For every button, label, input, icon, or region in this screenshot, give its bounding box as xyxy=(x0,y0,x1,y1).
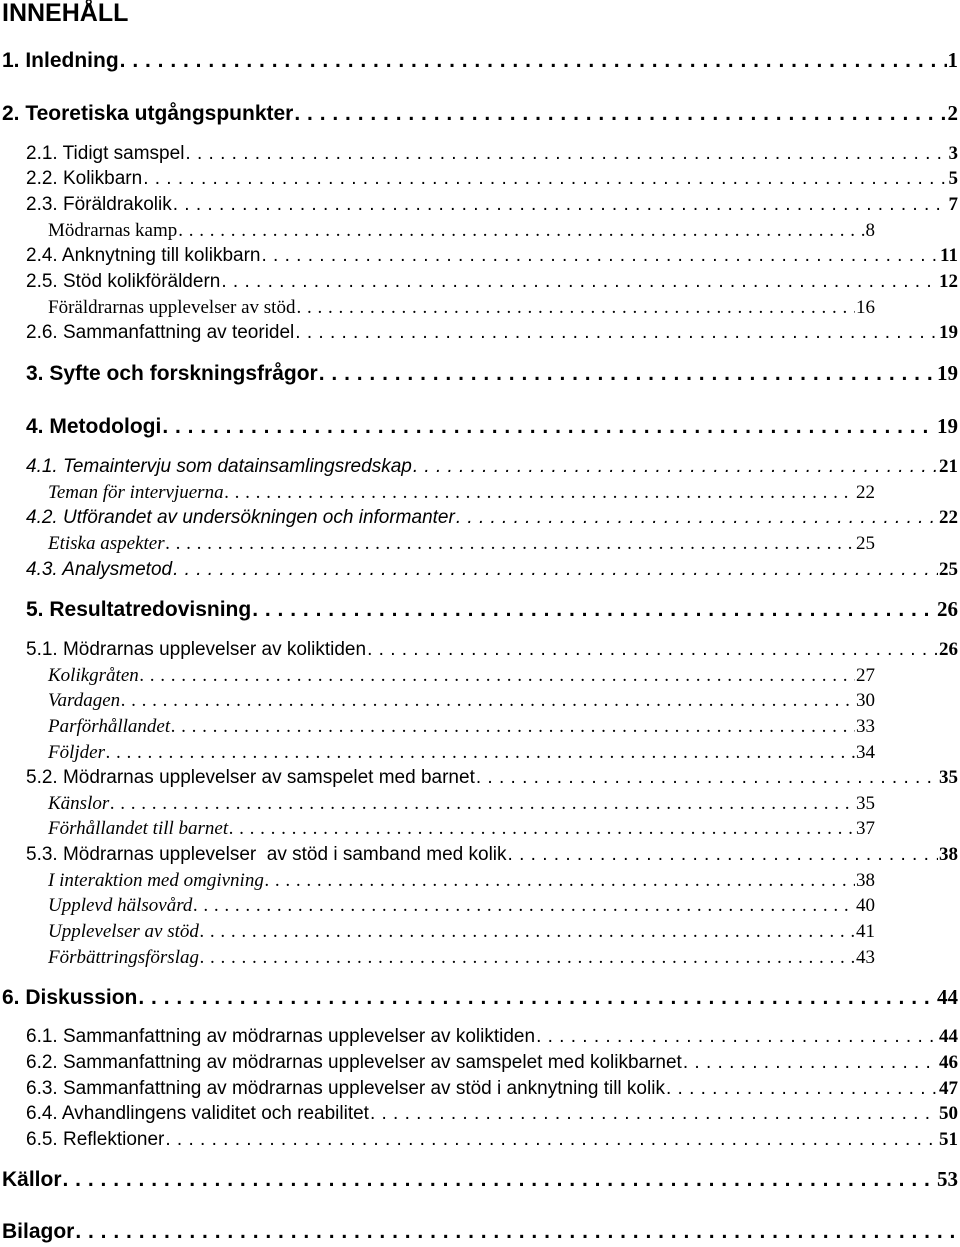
dot-leader xyxy=(121,690,855,712)
toc-entry-section[interactable] xyxy=(26,844,958,866)
toc-page-number: 50 xyxy=(939,1103,958,1124)
toc-entry-label: 6.1. Sammanfattning av mödrarnas upplevelser av koliktiden xyxy=(26,1026,536,1047)
toc-page-number: 38 xyxy=(856,870,875,891)
toc-entry-section[interactable] xyxy=(26,1078,958,1100)
toc-entry-section[interactable] xyxy=(26,271,958,293)
dot-leader xyxy=(171,716,855,738)
toc-entry-section[interactable] xyxy=(26,1026,958,1048)
dot-leader xyxy=(683,1052,938,1074)
toc-page-number: 44 xyxy=(937,985,958,1009)
toc-entry-chapter[interactable] xyxy=(26,597,958,622)
dot-leader xyxy=(143,168,947,190)
toc-entry-label: Förhållandet till barnet xyxy=(48,818,229,839)
dot-leader xyxy=(265,870,855,892)
dot-leader xyxy=(140,665,855,687)
toc-page-number: 40 xyxy=(856,895,875,916)
toc-entry-section[interactable] xyxy=(26,1129,958,1151)
toc-entry-chapter[interactable] xyxy=(2,1167,958,1192)
toc-page-number: 16 xyxy=(856,297,875,318)
toc-entry-label: 2.6. Sammanfattning av teoridel xyxy=(26,322,295,343)
toc-page-number: 5 xyxy=(948,168,958,189)
toc-entry-section[interactable] xyxy=(26,245,958,267)
dot-leader xyxy=(536,1026,938,1048)
toc-entry-section[interactable] xyxy=(26,767,958,789)
toc-entry-subsection[interactable] xyxy=(48,665,875,687)
toc-entry-section[interactable] xyxy=(26,559,958,581)
dot-leader xyxy=(413,456,938,478)
dot-leader xyxy=(193,895,855,917)
toc-entry-subsection[interactable] xyxy=(48,482,875,504)
toc-entry-subsection[interactable] xyxy=(48,947,875,969)
toc-entry-subsection[interactable] xyxy=(48,690,875,712)
toc-page-number: 19 xyxy=(939,322,958,343)
dot-leader xyxy=(367,639,938,661)
toc-entry-label: 6.3. Sammanfattning av mödrarnas upplevelser av stöd i anknytning till kolik xyxy=(26,1078,665,1099)
toc-entry-section[interactable] xyxy=(26,456,958,478)
toc-entry-label: 4. Metodologi xyxy=(26,415,162,438)
dot-leader xyxy=(178,220,864,242)
dot-leader xyxy=(120,49,947,73)
dot-leader xyxy=(225,482,855,504)
toc-page-number: 44 xyxy=(939,1026,958,1047)
toc-page-number: 35 xyxy=(856,793,875,814)
toc-entry-label: Bilagor xyxy=(2,1220,75,1243)
toc-entry-label: Mödrarnas kamp xyxy=(48,220,178,241)
toc-page-number: 22 xyxy=(939,507,958,528)
toc-entry-label: Källor xyxy=(2,1168,62,1191)
toc-page-number: 12 xyxy=(939,271,958,292)
toc-entry-chapter[interactable] xyxy=(2,1220,958,1244)
toc-entry-subsection[interactable] xyxy=(48,297,875,319)
toc-entry-section[interactable] xyxy=(26,322,958,344)
toc-entry-label: 2. Teoretiska utgångspunkter xyxy=(2,102,294,125)
dot-leader xyxy=(666,1078,938,1100)
page-title: INNEHÅLL xyxy=(2,0,129,27)
toc-entry-subsection[interactable] xyxy=(48,921,875,943)
dot-leader xyxy=(508,844,938,866)
toc-page-number: 37 xyxy=(856,818,875,839)
dot-leader xyxy=(295,322,938,344)
toc-entry-section[interactable] xyxy=(26,143,958,165)
toc-entry-section[interactable] xyxy=(26,168,958,190)
toc-entry-label: 2.2. Kolikbarn xyxy=(26,168,143,189)
dot-leader xyxy=(261,245,939,267)
toc-entry-label: Kolikgråten xyxy=(48,665,139,686)
dot-leader xyxy=(106,742,855,764)
toc-entry-section[interactable] xyxy=(26,194,958,216)
dot-leader xyxy=(221,271,938,293)
toc-page-number: 34 xyxy=(856,742,875,763)
toc-entry-label: 5. Resultatredovisning xyxy=(26,598,252,621)
toc-entry-label: 1. Inledning xyxy=(2,49,119,72)
toc-page-number: 22 xyxy=(856,482,875,503)
dot-leader xyxy=(63,1168,936,1192)
dot-leader xyxy=(476,767,938,789)
dot-leader xyxy=(173,559,938,581)
dot-leader xyxy=(294,102,946,126)
toc-entry-label: 6. Diskussion xyxy=(2,986,138,1009)
toc-entry-chapter[interactable] xyxy=(2,101,958,126)
toc-page-number: 38 xyxy=(939,844,958,865)
toc-entry-label: 6.4. Avhandlingens validitet och reabilitet xyxy=(26,1103,369,1124)
toc-page-number: 51 xyxy=(939,1129,958,1150)
toc-entry-label: Föräldrarnas upplevelser av stöd xyxy=(48,297,296,318)
toc-entry-label: Parförhållandet xyxy=(48,716,171,737)
toc-page-number: 1 xyxy=(947,48,958,72)
toc-entry-section[interactable] xyxy=(26,1103,958,1125)
toc-entry-section[interactable] xyxy=(26,507,958,529)
toc-entry-label: 5.2. Mödrarnas upplevelser av samspelet med barnet xyxy=(26,767,475,788)
toc-entry-subsection[interactable] xyxy=(48,818,875,840)
toc-entry-chapter[interactable] xyxy=(2,48,958,73)
toc-entry-label: Upplevelser av stöd xyxy=(48,921,199,942)
toc-entry-subsection[interactable] xyxy=(48,220,875,242)
dot-leader xyxy=(370,1103,938,1125)
toc-entry-subsection[interactable] xyxy=(48,716,875,738)
dot-leader xyxy=(456,507,938,529)
toc-entry-label: I interaktion med omgivning xyxy=(48,870,264,891)
dot-leader xyxy=(165,1129,938,1151)
toc-entry-label: 2.5. Stöd kolikföräldern xyxy=(26,271,221,292)
toc-entry-label: 6.2. Sammanfattning av mödrarnas upplevelser av samspelet med kolikbarnet xyxy=(26,1052,682,1073)
toc-page-number: 43 xyxy=(856,947,875,968)
dot-leader xyxy=(173,194,948,216)
dot-leader xyxy=(75,1220,957,1244)
toc-page-number: 53 xyxy=(937,1167,958,1191)
toc-page-number: 19 xyxy=(937,414,958,438)
dot-leader xyxy=(319,362,936,386)
toc-entry-label: 5.3. Mödrarnas upplevelser av stöd i samband med kolik xyxy=(26,844,507,865)
dot-leader xyxy=(185,143,947,165)
dot-leader xyxy=(200,921,855,943)
toc-page-number: 30 xyxy=(856,690,875,711)
toc-entry-label: Följder xyxy=(48,742,105,763)
toc-entry-label: Förbättringsförslag xyxy=(48,947,199,968)
toc-entry-label: Etiska aspekter xyxy=(48,533,165,554)
toc-page-number: 7 xyxy=(948,194,958,215)
dot-leader xyxy=(138,986,936,1010)
toc-entry-label: Känslor xyxy=(48,793,110,814)
toc-entry-label: 4.3. Analysmetod xyxy=(26,559,173,580)
toc-entry-label: 5.1. Mödrarnas upplevelser av koliktiden xyxy=(26,639,367,660)
toc-entry-label: Upplevd hälsovård xyxy=(48,895,193,916)
toc-page-number: 25 xyxy=(939,559,958,580)
toc-entry-chapter[interactable] xyxy=(26,414,958,439)
toc-entry-subsection[interactable] xyxy=(48,793,875,815)
dot-leader xyxy=(166,533,855,555)
toc-page-number: 11 xyxy=(940,245,958,266)
toc-page-number: 47 xyxy=(939,1078,958,1099)
toc-entry-section[interactable] xyxy=(26,1052,958,1074)
toc-page-number: 8 xyxy=(865,220,875,241)
toc-entry-label: 4.1. Temaintervju som datainsamlingsredskap xyxy=(26,456,412,477)
toc-entry-label: Vardagen xyxy=(48,690,121,711)
dot-leader xyxy=(110,793,855,815)
toc-entry-label: 6.5. Reflektioner xyxy=(26,1129,165,1150)
toc-page-number: 19 xyxy=(937,361,958,385)
toc-page-number: 25 xyxy=(856,533,875,554)
toc-page-number: 26 xyxy=(939,639,958,660)
toc-page-number: 3 xyxy=(948,143,958,164)
dot-leader xyxy=(252,598,936,622)
toc-entry-label: 2.4. Anknytning till kolikbarn xyxy=(26,245,261,266)
toc-entry-label: 3. Syfte och forskningsfrågor xyxy=(26,362,318,385)
toc-page-number: 41 xyxy=(856,921,875,942)
toc-page-number: 33 xyxy=(856,716,875,737)
toc-entry-label: 4.2. Utförandet av undersökningen och informanter xyxy=(26,507,455,528)
toc-entry-label: Teman för intervjuerna xyxy=(48,482,224,503)
toc-entry-label: 2.3. Föräldrakolik xyxy=(26,194,172,215)
toc-entry-subsection[interactable] xyxy=(48,895,875,917)
toc-entry-subsection[interactable] xyxy=(48,533,875,555)
toc-entry-chapter[interactable] xyxy=(26,361,958,386)
toc-page-number: 46 xyxy=(939,1052,958,1073)
toc-page-number: 2 xyxy=(947,101,958,125)
dot-leader xyxy=(296,297,855,319)
toc-page-number: 27 xyxy=(856,665,875,686)
dot-leader xyxy=(162,415,936,439)
toc-page-number: 26 xyxy=(937,597,958,621)
dot-leader xyxy=(229,818,855,840)
toc-page-number: 21 xyxy=(939,456,958,477)
toc-entry-section[interactable] xyxy=(26,639,958,661)
toc-entry-chapter[interactable] xyxy=(2,985,958,1010)
toc-entry-label: 2.1. Tidigt samspel xyxy=(26,143,185,164)
dot-leader xyxy=(200,947,855,969)
toc-entry-subsection[interactable] xyxy=(48,742,875,764)
toc-page-number: 35 xyxy=(939,767,958,788)
toc-entry-subsection[interactable] xyxy=(48,870,875,892)
